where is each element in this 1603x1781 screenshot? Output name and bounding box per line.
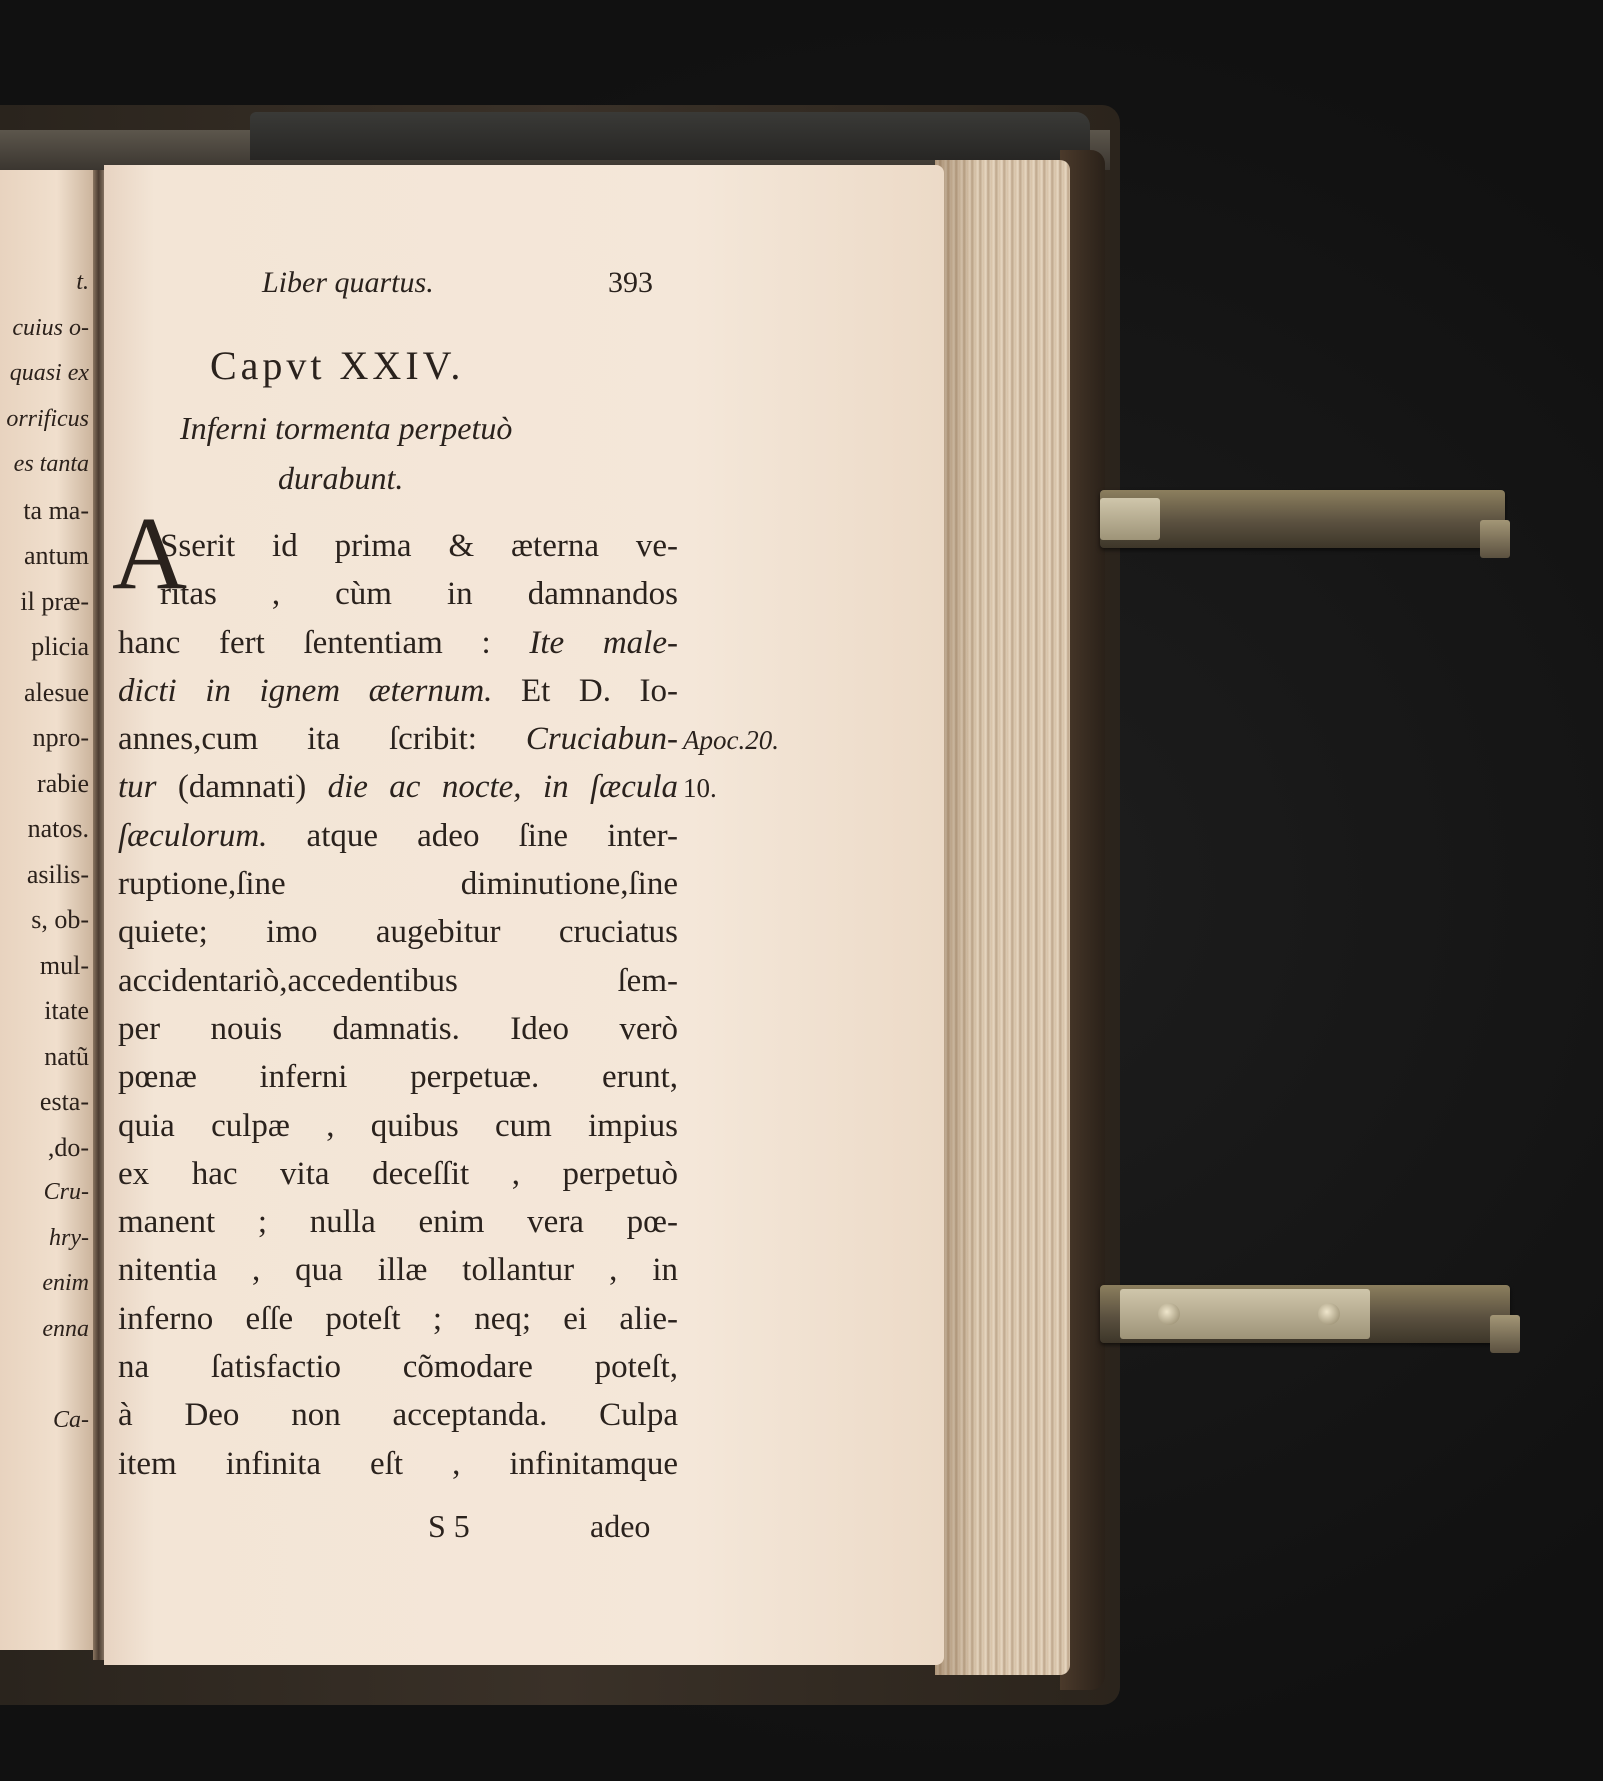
text-span: na ſatisfactio cõmodare poteſt, (118, 1349, 678, 1386)
clasp-rivet (1318, 1303, 1340, 1325)
text-span: per nouis damnatis. Ideo verò (118, 1010, 678, 1047)
text-span: quia culpæ , quibus cum impius (118, 1107, 678, 1144)
text-line (118, 619, 678, 667)
left-page-fragment: es tanta (13, 451, 89, 477)
text-line (118, 1295, 678, 1343)
body-text (118, 522, 678, 1488)
page-number: 393 (608, 266, 653, 299)
text-line (118, 1391, 678, 1439)
italic-span: Ite male- (529, 624, 678, 661)
cover-board-top (250, 112, 1090, 160)
text-span: hanc fert ſententiam : (118, 624, 530, 661)
text-span: atque adeo ſine inter- (267, 817, 678, 854)
text-line (118, 1198, 678, 1246)
left-page-fragment (0, 1352, 95, 1398)
italic-span: die ac nocte, in ſæcula (327, 769, 679, 806)
text-line (118, 1102, 678, 1150)
text-span: ruptione,ſine diminutione,ſine (118, 866, 678, 903)
left-page-fragment: ,do- (47, 1132, 89, 1162)
text-span: nitentia , qua illæ tollantur , in (118, 1252, 678, 1289)
text-line (118, 522, 678, 570)
left-page-fragment: itate (44, 996, 89, 1025)
left-page-fragment: plicia (31, 632, 89, 661)
text-line (118, 957, 678, 1005)
signature-mark: S 5 (428, 1508, 470, 1544)
left-page-fragment: asilis- (26, 859, 89, 889)
text-line (118, 667, 678, 715)
italic-span: dicti in ignem æternum. (118, 672, 493, 709)
left-page-fragment: alesue (24, 677, 89, 707)
italic-span: tur (118, 769, 157, 806)
text-span: (damnati) (156, 769, 328, 806)
text-line (118, 715, 678, 763)
italic-span: ſæculorum. (118, 817, 268, 854)
text-span: pœnæ inferni perpetuæ. erunt, (118, 1059, 678, 1096)
chapter-title: Capvt XXIV. (210, 343, 465, 388)
margin-note-reference: Apoc.20. (683, 725, 779, 755)
catchword: adeo (590, 1508, 651, 1544)
text-line (118, 908, 678, 956)
left-page-fragment: cuius o- (12, 314, 89, 341)
left-page-fragment: enna (42, 1315, 89, 1342)
text-span: Et D. Io- (492, 672, 679, 709)
left-page-fragment: orrificus (6, 405, 89, 432)
text-line (118, 1150, 678, 1198)
upper-clasp (1100, 490, 1505, 548)
left-page-fragment: il præ- (20, 586, 89, 616)
left-page-fragment: natũ (44, 1041, 89, 1071)
lower-clasp-tip (1490, 1315, 1520, 1353)
upper-clasp-tip (1480, 520, 1510, 558)
clasp-rivet (1158, 1303, 1180, 1325)
drop-cap: A (112, 496, 188, 611)
text-line (118, 860, 678, 908)
text-span: Sserit id prima & æterna ve- (160, 528, 678, 564)
text-span: manent ; nulla enim vera pœ- (118, 1204, 678, 1241)
chapter-subtitle-line-2: durabunt. (278, 460, 404, 496)
left-page (0, 170, 95, 1650)
text-span: accidentariò,accedentibus ſem- (118, 962, 678, 999)
text-span: annes,cum ita ſcribit: (118, 721, 526, 758)
left-page-fragment: npro- (32, 723, 89, 752)
lower-clasp (1100, 1285, 1510, 1343)
left-page-fragment: quasi ex (9, 360, 89, 386)
left-page-fragments (0, 260, 95, 1443)
text-span: à Deo non acceptanda. Culpa (118, 1397, 678, 1434)
left-page-fragment: ta ma- (23, 495, 89, 525)
text-line (118, 1440, 678, 1488)
left-page-fragment: t. (76, 269, 89, 295)
text-line (118, 763, 678, 811)
italic-span: Cruciabun- (525, 721, 678, 758)
left-page-fragment: antum (24, 541, 89, 570)
left-page-fragment: Cru- (43, 1179, 89, 1205)
text-line (118, 1005, 678, 1053)
text-span: ex hac vita deceſſit , perpetuò (118, 1155, 678, 1192)
left-page-fragment: hry- (49, 1224, 89, 1251)
left-page-fragment: s, ob- (31, 905, 89, 934)
running-title: Liber quartus. (262, 266, 434, 299)
left-page-fragment: Ca- (53, 1406, 89, 1433)
text-span: inferno eſſe poteſt ; neq; ei alie- (118, 1300, 678, 1337)
left-page-fragment: enim (42, 1270, 89, 1296)
left-page-fragment: mul- (39, 950, 89, 980)
text-span: item infinita eſt , infinitamque (118, 1445, 678, 1482)
left-page-fragment: natos. (27, 814, 89, 843)
text-line (118, 812, 678, 860)
margin-note-verse: 10. (683, 773, 717, 803)
text-line (118, 1343, 678, 1391)
text-line (118, 1053, 678, 1101)
upper-clasp-plate (1100, 498, 1160, 540)
text-span: quiete; imo augebitur cruciatus (118, 914, 678, 951)
left-page-fragment: esta- (39, 1087, 89, 1116)
text-span: ritas , cùm in damnandos (160, 576, 678, 613)
chapter-subtitle-line-1: Inferni tormenta perpetuò (180, 410, 513, 446)
text-line (118, 570, 678, 618)
left-page-fragment: rabie (37, 768, 89, 798)
text-line (118, 1246, 678, 1294)
